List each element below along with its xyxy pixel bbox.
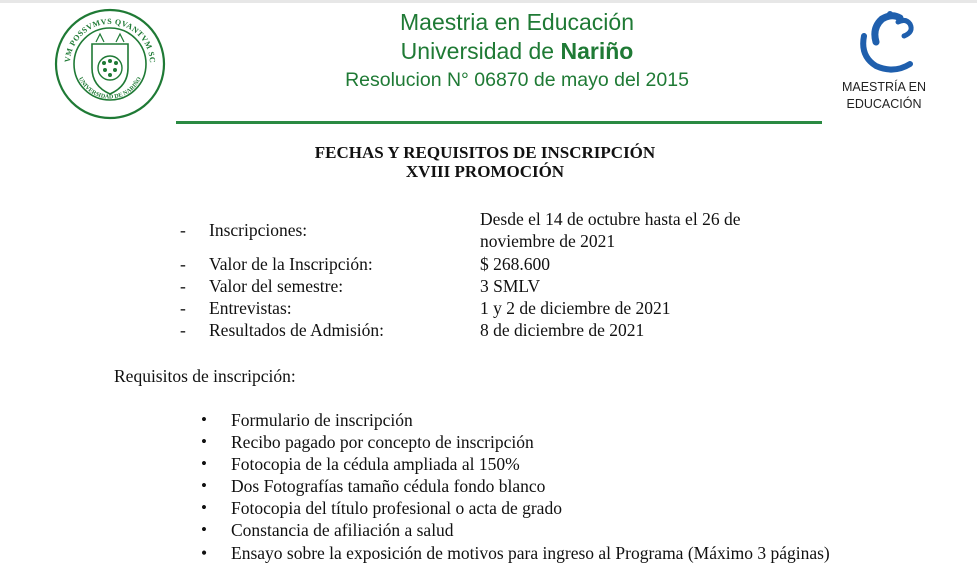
date-value: 3 SMLV	[480, 276, 541, 296]
header-divider	[176, 121, 822, 124]
date-value: 1 y 2 de diciembre de 2021	[480, 298, 671, 318]
university-name: Universidad de Nariño	[400, 38, 634, 64]
date-label: Inscripciones:	[209, 220, 308, 240]
university-seal-icon	[52, 6, 168, 122]
date-label: Valor del semestre:	[209, 276, 344, 296]
requirements-heading: Requisitos de inscripción:	[114, 366, 296, 386]
header-title-block	[300, 8, 734, 94]
date-label: Valor de la Inscripción:	[209, 254, 373, 274]
date-label: Resultados de Admisión:	[209, 320, 384, 340]
date-value: 8 de diciembre de 2021	[480, 320, 645, 340]
svg-text:TANTVM POSSVMVS QVANTVM SCIMVS	[52, 6, 157, 64]
program-name: Maestria en Educación	[400, 9, 634, 35]
document-title: FECHAS Y REQUISITOS DE INSCRIPCIÓN XVIII PROMOCIÓN	[314, 143, 656, 181]
date-value: noviembre de 2021	[480, 231, 616, 251]
top-border	[0, 0, 977, 3]
maestria-logo-text: MAESTRÍA EN EDUCACIÓN	[841, 80, 927, 111]
seal-text-bottom: UNIVERSIDAD DE NARIÑO	[77, 76, 143, 101]
list-item: • Ensayo sobre la exposición de motivos para ingreso al Programa (Máximo 3 páginas)	[201, 543, 830, 563]
date-label: Entrevistas:	[209, 298, 292, 318]
resolution-text: Resolucion N° 06870 de mayo del 2015	[345, 69, 689, 91]
date-value: $ 268.600	[480, 254, 550, 274]
date-value: Desde el 14 de octubre hasta el 26 de	[480, 209, 741, 229]
seal-text-top: VM POSSVMVS QVANTVM SC	[62, 16, 158, 64]
